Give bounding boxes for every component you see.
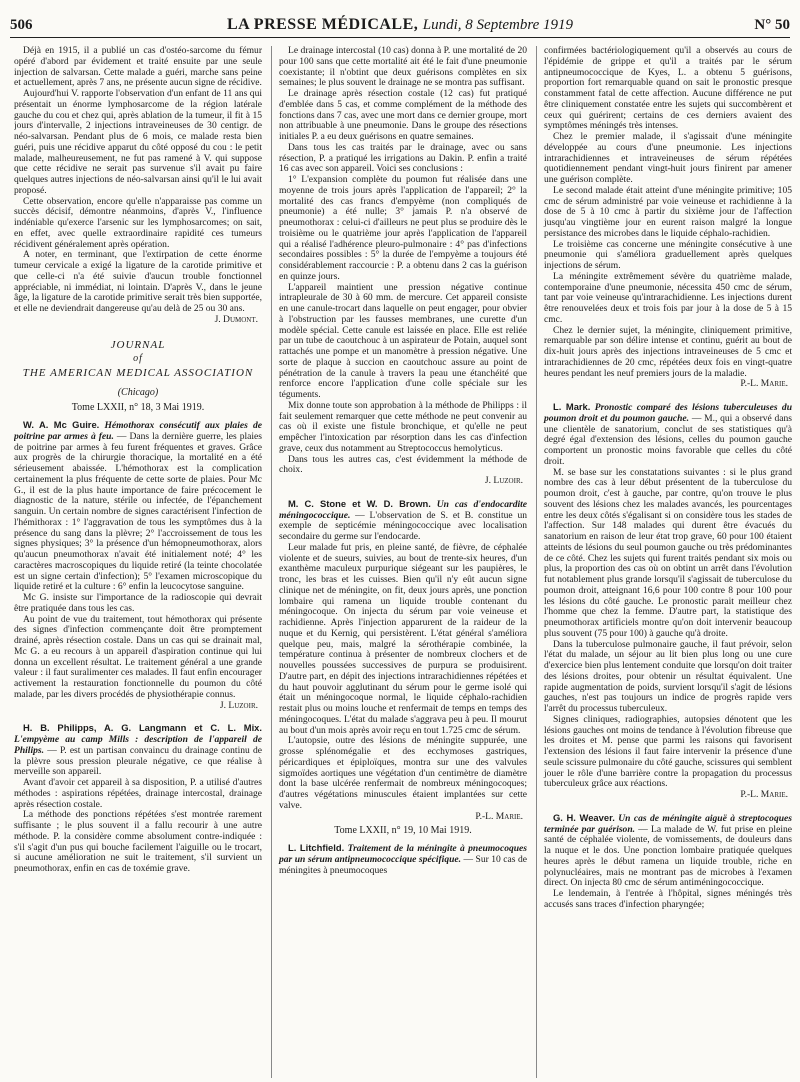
paragraph: Chez le dernier sujet, la méningite, cliniquement primitive, remarquable par son délire intense et continu, guérit au bout de dix-huit jours après des injections intraveineuses de 5 cmc et intrarachidiennes de 20 cmc, répétées deux fois en vingt-quatre heures pendant les neuf premiers jours de la maladie.	[544, 324, 792, 379]
paragraph: Le troisième cas concerne une méningite consécutive à une pneumonie qui s'améliora graduellement après quelques injections de sérum.	[544, 238, 792, 271]
paragraph: Dans tous les autres cas, c'est évidemment la méthode de choix.	[279, 453, 527, 476]
paragraph: L'appareil maintient une pression négative continue intrapleurale de 30 à 60 mm. de mercure. Cet appareil consiste en une canule-trocart dans laquelle on peut engager, pour obvier à l'obstruction par les fausses membranes, une curette d'un modèle spécial. Cette canule est laissée en place. Elle est reliée par un tube de caoutchouc à un aspirateur de Potain, auquel sont rattachés une pompe et un manomètre à pression négative. Une sorte de plaque à succion en caoutchouc assure au point de pénétration de la canule à travers la peau une étanchéité que renforce encore l'application d'une colle spéciale sur les téguments.	[279, 281, 527, 400]
article-text: — M., qui a observé dans une clientèle de sanatorium, conclut de ses statistiques qu'à degré égal d'extension des lésions, celles du poumon gauche comportent un pronostic moins favorable que celles du côté droit.	[544, 412, 792, 467]
paragraph: A noter, en terminant, que l'extirpation de cette énorme tumeur cervicale a exigé la ligature de la carotide primitive et que celle-ci n'a été suivie d'aucun trouble fonctionnel appréciable, ni immédiat, ni lointain. D'après V., dans le jeune âge, la ligature de la carotide primitive serait très bien supportée, et elle ne deviendrait dangereuse qu'au delà de 25 ou 30 ans.	[14, 249, 262, 314]
article-title: Hémothorax consécutif aux plaies de poitrine par armes à feu.	[14, 420, 262, 442]
section-journal-title	[14, 338, 262, 380]
page-number: 506	[10, 17, 33, 33]
paragraph: Dans tous les cas traités par le drainage, avec ou sans résection, P. a pratiqué les irrigations au Dakin. P. enfin a traité 16 cas avec son appareil. Voici ses conclusions :	[279, 141, 527, 175]
issue-number: N° 50	[754, 17, 790, 33]
tome-line: Tome LXXII, n° 19, 10 Mai 1919.	[334, 825, 472, 837]
journal-masthead	[10, 16, 790, 34]
column-1	[14, 46, 262, 1078]
journal-name: LA PRESSE MÉDICALE,	[226, 16, 419, 33]
article-author: M. C. Stone et W. D. Brown.	[288, 497, 431, 509]
paragraph: Leur malade fut pris, en pleine santé, de fièvre, de céphalée violente et de sueurs, suivies, au bout de trente-six heures, d'un exanthème maculeux purpurique siégeant sur les paupières, le tronc, les bras et les cuisses. Bien qu'il n'y eût aucun signe clinique net de méningite, on fit, deux jours après, une ponction lombaire qui ramena un liquide trouble contenant du méningocoque. On injecta du sérum par voie veineuse et rachidienne. Après l'injection apparurent de la raideur de la nuque et du Kernig, qui persistèrent. L'état général s'améliora quelque peu, mais, malgré la sérothérapie combinée, la température continua à présenter de nombreux clochers et de nouvelles poussées successives de purpura se produisirent. D'autre part, en dépit des injections intrarachidiennes répétées et du haut pouvoir agglutinant du sérum pour le germe isolé qui était un méningocoque normal, le liquide céphalo-rachidien restait plus ou moins louche et renfermait de temps en temps des méningocoques. L'état du malade s'aggrava peu à peu. Il mourut au bout d'un mois après avoir reçu en tout 1.725 cmc de sérum.	[279, 541, 527, 736]
article-title: L'empyème au camp Mills : description de l'appareil de Philips.	[14, 734, 262, 756]
article-author: H. B. Philipps, A. G. Langmann et C. L. Mix.	[23, 722, 262, 734]
article-author: L. Litchfield.	[288, 842, 345, 853]
paragraph: Au point de vue du traitement, tout hémothorax qui présente des signes d'infection commençante doit être promptement drainé, après résection costale. Dans un cas qui se drainait mal, Mc G. a eu recours à un appareil d'aspiration continue qui lui donna un excellent résultat. Le traitement général a une grande valeur : il faut suralimenter ces malades. Il faut enfin encourager activement la restauration fonctionnelle du poumon du côté malade, par les divers procédés de physiothérapie connus.	[14, 613, 262, 700]
paragraph: Mc G. insiste sur l'importance de la radioscopie qui devrait être pratiquée dans tous les cas.	[14, 592, 262, 614]
article-text: — La malade de W. fut prise en pleine santé de céphalée violente, de vomissements, de douleurs dans la nuque et le dos. Une ponction lombaire pratiquée quelques heures après le début ramena un liquide trouble, riche en polynucléaires, mais ne montrant pas de microbes à l'examen direct. On injecta 80 cmc de sérum antiméningococcique.	[544, 823, 792, 889]
article-lead	[544, 402, 792, 468]
journal-title-line: THE AMERICAN MEDICAL ASSOCIATION	[22, 366, 254, 379]
article-title: Un cas d'endocardite méningococcique.	[279, 498, 527, 521]
article-text: — Dans la dernière guerre, les plaies de poitrine par armes à feu furent fréquentes et graves. Grâce aux progrès de la chirurgie thoracique, la mortalité en a été sérieusement abaissée. L'hémothorax est la complication certainement la plus fréquente de cette sorte de plaies. Pour Mc G., il est de la plus haute importance de faire précocement le diagnostic de la nature, stérile ou infectée, de l'épanchement sanguin. Un certain nombre de signes caractérisent l'infection de l'hémithorax : 1° l'aggravation de tous les symptômes dus à la présence du sang dans la plèvre; 2° l'accroissement de tous les signes physiques; 3° la présence d'un hémopneumothorax, alors qu'aucun pneumothorax n'avait été initialement noté; 4° les caractères macroscopiques du liquide retiré (la teinte chocolatée est un signe certain d'infection); 5° l'examen microscopique du liquide retiré et la culture : 6° enfin la leucocytose sanguine.	[14, 430, 262, 593]
journal-title-line: of	[133, 352, 143, 364]
paragraph: Le lendemain, à l'entrée à l'hôpital, signes méningés très accusés sans traces d'infection pharyngée;	[544, 888, 792, 910]
article-author: L. Mark.	[553, 401, 591, 412]
paragraph: M. se base sur les constatations suivantes : si le plus grand nombre des cas à leur début présentent de la tuberculose du poumon droit, c'est à gauche, par contre, qu'on trouve le plus souvent des lésions chez les malades avancés, les pourcentages entre les deux côtés s'égalisant si on considère tous les stades de l'affection. Sur 148 malades qui durent être évacués du sanatorium en raison de leur état trop grave, 60 pour 100 étaient atteints de lésions du seul poumon gauche ou très prédominantes de ce côté. Chez les sujets qui furent traités pendant six mois ou plus, la proportion des cas où on obtint un arrêt dans l'évolution fut notablement plus grande lorsqu'il s'agissait de tuberculose du poumon droit, atteignant 16,6 pour 100 contre 8 pour 100 pour les lésions du côté gauche. Le pronostic parait meilleur chez l'homme que chez la femme. D'autre part, la statistique des pneumothorax artificiels montre qu'on doit intervenir beaucoup plus souvent (75 pour 100) à gauche qu'à droite.	[544, 466, 792, 639]
article-author: W. A. Mc Guire.	[23, 419, 100, 430]
article-lead	[279, 843, 527, 876]
article-lead	[14, 723, 262, 778]
page-header	[10, 15, 790, 38]
column-2	[271, 46, 527, 1078]
article-text: — Sur 10 cas de méningites à pneumocoques	[279, 853, 527, 876]
paragraph: Le drainage après résection costale (12 cas) fut pratiqué d'emblée dans 5 cas, et comme complément de la méthode des fonctions dans 7 cas, avec une mort dans ce dernier groupe, mort non attribuable à une pneumonie. Dans le groupe des résections initiales P. a eu deux guérisons en quatre semaines.	[279, 88, 527, 142]
article-author: G. H. Weaver.	[553, 811, 615, 823]
paragraph: Mix donne toute son approbation à la méthode de Philipps : il fait seulement remarquer que cette méthode ne peut convenir au cas où il existe une fistule bronchique, et qu'elle ne peut empêcher l'intoxication par résorption dans les cas d'infection grave, ceux dus notamment au Streptococcus hemolyticus.	[279, 399, 527, 454]
article-lead	[14, 420, 262, 593]
column-3	[536, 46, 792, 1078]
article-text: — P. est un partisan convaincu du drainage continu de la plèvre sous pression pleurale négative, ce que réalise à merveille son appareil.	[14, 744, 262, 778]
signature: P.-L. Marie.	[475, 810, 523, 822]
article-title: Pronostic comparé des lésions tuberculeuses du poumon droit et du poumon gauche.	[544, 402, 792, 424]
article-lead	[544, 813, 792, 889]
paragraph: Dans la tuberculose pulmonaire gauche, il faut prévoir, selon l'état du malade, un séjour au lit bien plus long ou une cure d'exercice bien plus lentement conduite que lorsqu'on doit traiter des lésions droites, pour obtenir un résultat équivalent. Une rapide augmentation de poids, survient lorsqu'il s'agit de lésions gauches, n'est pas toujours un indice de progrès rapide vers l'arrêt du processus tuberculeux.	[544, 638, 792, 714]
article-text: — L'observation de S. et B. constitue un exemple de septicémie méningococcique avec localisation secondaire du germe sur l'endocarde.	[279, 509, 527, 542]
journal-city: (Chicago)	[117, 386, 159, 398]
signature: J. Luzoir.	[219, 699, 258, 711]
paragraph: 1° L'expansion complète du poumon fut réalisée dans une moyenne de trois jours après l'application de l'appareil; 2° la mortalité des cas francs d'empyème (non compliqués de pneumonie) a été nulle; 3° jamais P. n'a observé de pneumothorax : celui-ci d'ailleurs ne peut plus se produire dès le troisième ou le quatrième jour après l'application de l'appareil qui a réalisé l'adhérence pleuro-pulmonaire : 4° pas d'infections secondaires possibles : 5° la durée de l'empyème a toujours été considérablement raccourcie : P. a obtenu dans 2 cas la guérison en quinze jours.	[279, 174, 527, 282]
paragraph: Le second malade était atteint d'une méningite primitive; 105 cmc de sérum administré par voie veineuse et rachidienne à la dose de 5 à 10 cmc à partir du sixième jour de l'affection jusqu'au vingtième jour en eurent raison malgré la longue persistance des microbes dans le liquide céphalo-rachidien.	[544, 184, 792, 239]
issue-date: Lundi, 8 Septembre 1919	[422, 17, 574, 33]
paragraph: Chez le premier malade, il s'agissait d'une méningite développée au cours d'une pneumonie. Les injections intrarachidiennes et intraveineuses de sérum répétées quotidiennement pendant vingt-huit jours finirent par amener une guérison complète.	[544, 131, 792, 185]
tome-line: Tome LXXII, n° 18, 3 Mai 1919.	[71, 402, 205, 414]
paragraph: Signes cliniques, radiographies, autopsies dénotent que les lésions gauches ont moins de tendance à l'évolution fibreuse que les droites et M. pense que parmi les raisons qui favorisent l'extension des lésions il faut faire intervenir la présence d'une seule scissure pulmonaire du côté gauche, scissures qui semblent jouer le rôle d'une barrière contre la propagation du processus tuberculeux grâce aux réactions.	[544, 713, 792, 790]
article-lead	[279, 499, 527, 543]
paragraph: Avant d'avoir cet appareil à sa disposition, P. a utilisé d'autres méthodes : aspirations répétées, drainage intercostal, drainage après résection costale.	[14, 777, 262, 810]
signature: P.-L. Marie.	[740, 789, 788, 800]
article-title: Traitement de la méningite à pneumocoques par un sérum antipneumococcique spécifique.	[279, 843, 527, 865]
paragraph: La méningite extrêmement sévère du quatrième malade, contemporaine d'une pneumonie, nécessita 450 cmc de sérum, tant par voie veineuse qu'intrarachidienne. Les injections durent être renouvelées deux et trois fois par jour à la dose de 5 à 15 cmc.	[544, 270, 792, 325]
paragraph: L'autopsie, outre des lésions de méningite suppurée, une grosse splénomégalie et des ecchymoses gastriques, péricardiques et épiploïques, montra sur une des valvules sigmoïdes aortiques une végétation d'un centimètre de diamètre dont la base ulcérée renfermait de nombreux méningocoques; d'autres végétations minuscules étaient implantées sur cette valve.	[279, 735, 527, 811]
journal-title-line: JOURNAL	[110, 338, 166, 351]
signature: J. Luzoir.	[484, 475, 523, 486]
columns	[14, 46, 792, 1078]
paragraph: Cette observation, encore qu'elle n'apparaisse pas comme un succès décisif, démontre néanmoins, d'après V., l'influence indéniable qu'exerce l'arsenic sur les lymphosarcomes; on sait, en effet, avec quelle extraordinaire rapidité ces tumeurs récidivent généralement après opération.	[14, 195, 262, 250]
paragraph: Aujourd'hui V. rapporte l'observation d'un enfant de 11 ans qui présentait un énorme lymphosarcome de la région latérale gauche du cou et chez qui, après ablation de la tumeur, il fit à 15 jours d'intervalle, 2 injections intraveineuses de 30 centigr. de néo-salvarsan. Pendant plus de 6 mois, ce malade resta bien guéri, puis une récidive apparut du côté opposé du cou : le petit malade, malheureusement, ne fut pas ramené à V. qui suppose que cette récidive ne serait pas survenue s'il avait pu faire quelques autres injections de néo-salvarsan ainsi qu'il le lui avait proposé.	[14, 88, 262, 196]
signature: P.-L. Marie.	[740, 378, 788, 390]
signature: J. Dumont.	[214, 313, 258, 325]
paragraph: Déjà en 1915, il a publié un cas d'ostéo-sarcome du fémur opéré d'abord par évidement et traité ensuite par une seule injection de salvarsan. Cette malade a guéri, marche sans peine et actuellement, après 7 ans, ne présente aucun signe de récidive.	[14, 46, 262, 89]
paragraph: confirmées bactériologiquement qu'il a observés au cours de l'épidémie de grippe et qu'il a traités par le sérum antipneumococcique de Kyes, L. a obtenu 5 guérisons, proportion fort remarquable quand on sait le pronostic presque constamment fatal de cette affection. Aucune différence ne put être cliniquement constatée entre les sujets qui succombèrent et ceux qui guérirent; certains de ces derniers avaient des symptômes méningés très intenses.	[544, 46, 792, 132]
article-title: Un cas de méningite aiguë à streptocoques terminée par guérison.	[544, 812, 792, 835]
paragraph: Le drainage intercostal (10 cas) donna à P. une mortalité de 20 pour 100 sans que cette mortalité ait été le fait d'une pneumonie coexistante; il n'obtint que deux guérisons complètes en six semaines; le plus souvent le drainage ne se montra pas suffisant.	[279, 46, 527, 89]
paragraph: La méthode des ponctions répétées s'est montrée rarement suffisante ; le plus souvent il a fallu recourir à une autre méthode. P. la considère comme absolument contre-indiquée : s'il s'agit d'un pus qui bouche facilement l'aiguille ou le trocart, si aucune amélioration ne suit le traitement, s'il survient un pneumothorax, enfin en cas de toxémie grave.	[14, 809, 262, 874]
